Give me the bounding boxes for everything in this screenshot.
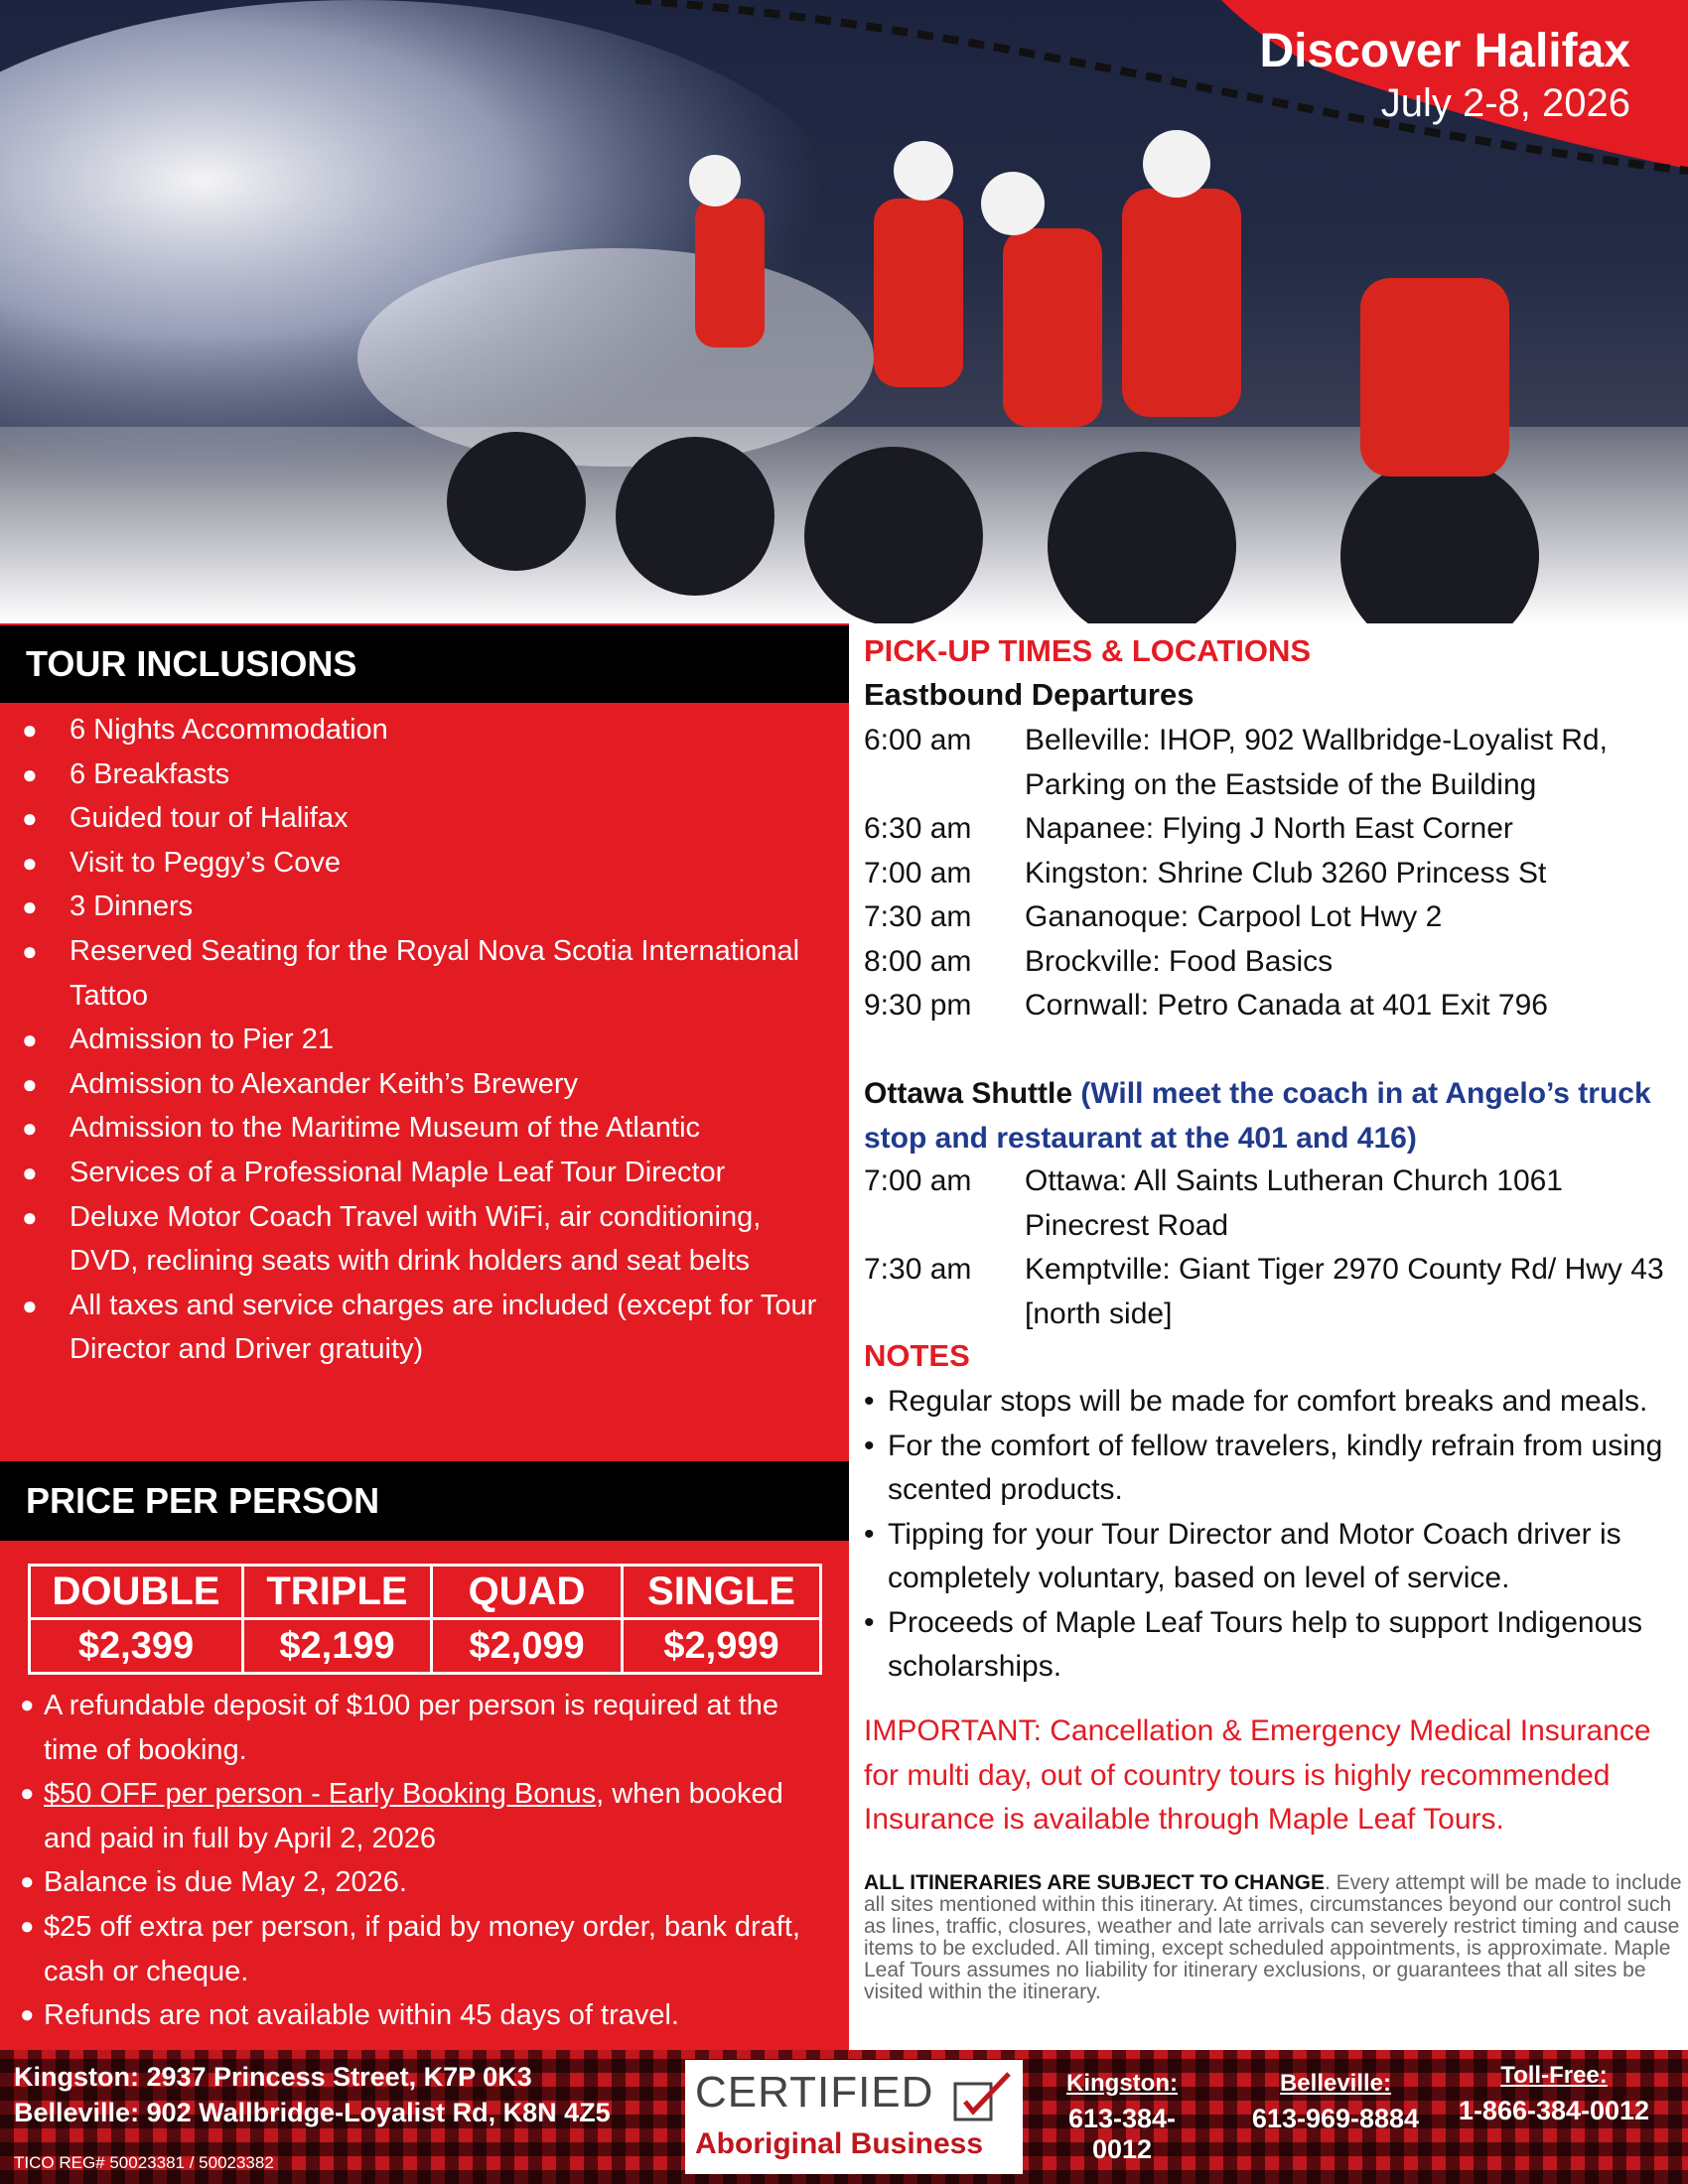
list-item: ● Reserved Seating for the Royal Nova Scotia International Tattoo (22, 934, 800, 1012)
list-item: • Regular stops will be made for comfort breaks and meals. (864, 1385, 1648, 1418)
schedule-row: 7:00 am Kingston: Shrine Club 3260 Princess St (864, 856, 1547, 889)
tollfree-phone-block: Toll-Free: 1-866-384-0012 (1445, 2062, 1663, 2126)
tollfree-phone[interactable]: 1-866-384-0012 (1458, 2096, 1650, 2125)
schedule-row: 9:30 pm Cornwall: Petro Canada at 401 Exit 796 (864, 989, 1548, 1022)
list-item: ● Visit to Peggy’s Cove (22, 846, 341, 879)
list-item: ● Refunds are not available within 45 days of travel. (20, 1999, 679, 2032)
kingston-phone[interactable]: 613-384-0012 (1067, 2104, 1177, 2164)
belleville-address: Belleville: 902 Wallbridge-Loyalist Rd, K8N 4Z5 (14, 2098, 611, 2127)
list-item: ● Guided tour of Halifax (22, 802, 349, 835)
important-notice: IMPORTANT: Cancellation & Emergency Medical Insurance for multi day, out of country tours is highly recommended Insurance is available through Maple Leaf Tours. (864, 1714, 1651, 1836)
banner (1259, 24, 1630, 127)
inclusions-heading: TOUR INCLUSIONS (0, 625, 849, 703)
eastbound-schedule (864, 719, 1688, 1028)
early-bonus-link: $50 OFF per person - Early Booking Bonus (44, 1778, 597, 1811)
price-notes (0, 1684, 849, 2038)
shuttle-schedule (864, 1160, 1688, 1336)
hero-photo (0, 0, 1688, 623)
belleville-phone[interactable]: 613-969-8884 (1251, 2104, 1420, 2133)
schedule-row: 6:30 am Napanee: Flying J North East Corner (864, 812, 1513, 845)
list-item: ● Services of a Professional Maple Leaf Tour Director (22, 1156, 726, 1188)
list-item: ● Balance is due May 2, 2026. (20, 1866, 407, 1899)
schedule-row: 7:30 am Gananoque: Carpool Lot Hwy 2 (864, 900, 1443, 933)
list-item: ● A refundable deposit of $100 per person is required at the time of booking. (20, 1690, 779, 1766)
schedule-row: 7:30 am Kemptville: Giant Tiger 2970 County Rd/ Hwy 43 [north side] (864, 1253, 1664, 1330)
list-item: ● Admission to Pier 21 (22, 1024, 334, 1056)
kingston-address: Kingston: 2937 Princess Street, K7P 0K3 (14, 2062, 532, 2092)
list-item: ● 6 Nights Accommodation (22, 714, 388, 746)
schedule-row: 8:00 am Brockville: Food Basics (864, 944, 1334, 978)
list-item: ● Admission to Alexander Keith’s Brewery (22, 1067, 579, 1100)
notes-heading: NOTES (864, 1338, 970, 1373)
price-header-single: SINGLE (624, 1567, 819, 1620)
banner-title: Discover Halifax (1259, 25, 1630, 77)
schedule-row: 7:00 am Ottawa: All Saints Lutheran Church 1061 Pinecrest Road (864, 1164, 1563, 1242)
list-item: ● $25 off extra per person, if paid by money order, bank draft, cash or cheque. (20, 1910, 800, 1987)
pickup-heading: PICK-UP TIMES & LOCATIONS (864, 633, 1312, 668)
cert-title: CERTIFIED (695, 2068, 934, 2116)
eastbound-heading: Eastbound Departures (864, 677, 1195, 712)
list-item: ● 6 Breakfasts (22, 757, 230, 790)
cert-subtitle: Aboriginal Business (695, 2127, 984, 2160)
price-header-quad: QUAD (433, 1567, 624, 1620)
certified-badge (685, 2060, 1023, 2174)
list-item: • For the comfort of fellow travelers, kindly refrain from using scented products. (864, 1429, 1663, 1506)
list-item: ● All taxes and service charges are included (except for Tour Director and Driver gratuity) (22, 1289, 817, 1366)
list-item: • Proceeds of Maple Leaf Tours help to support Indigenous scholarships. (864, 1605, 1642, 1683)
price-heading: PRICE PER PERSON (0, 1461, 849, 1541)
list-item: ● $50 OFF per person - Early Booking Bonus, when booked and paid in full by April 2, 2026 (20, 1778, 783, 1854)
footer (0, 2050, 1688, 2184)
price-header-double: DOUBLE (31, 1567, 244, 1620)
left-panel (0, 623, 849, 2050)
disclaimer: ALL ITINERARIES ARE SUBJECT TO CHANGE. Every attempt will be made to include all sites mentioned within this itinerary. At times, circumstances beyond our control such as lines, traffic, closures, weather and late arrivals can severely restrict timing and cause items to be excluded. All timing, except scheduled appointments, is approximate. Maple Leaf Tours assumes no liability for itinerary exclusions, or guarantees that all sites be visited within the itinerary. (864, 1871, 1682, 2003)
price-header-triple: TRIPLE (244, 1567, 433, 1620)
list-item: ● Admission to the Maritime Museum of the Atlantic (22, 1112, 701, 1145)
schedule-row: 6:00 am Belleville: IHOP, 902 Wallbridge-Loyalist Rd, Parking on the Eastside of the Building (864, 724, 1608, 801)
list-item: ● Deluxe Motor Coach Travel with WiFi, air conditioning, DVD, reclining seats with drink holders and seat belts (22, 1200, 762, 1278)
list-item: ● 3 Dinners (22, 890, 194, 923)
price-double: $2,399 (31, 1620, 244, 1672)
price-triple: $2,199 (244, 1620, 433, 1672)
list-item: • Tipping for your Tour Director and Motor Coach driver is completely voluntary, based on level of service. (864, 1517, 1621, 1594)
feather-check-icon (951, 2070, 1011, 2124)
right-panel (864, 623, 1688, 2050)
inclusions-list (0, 708, 849, 1372)
price-single: $2,999 (663, 1624, 779, 1667)
notes-list (864, 1380, 1688, 1690)
banner-dates: July 2-8, 2026 (1380, 81, 1630, 125)
price-quad: $2,099 (433, 1620, 624, 1672)
kingston-phone-block: Kingston: 613-384-0012 (1043, 2070, 1201, 2165)
shuttle-heading: Ottawa Shuttle (Will meet the coach in at Angelo’s truck stop and restaurant at the 401 and 416) (864, 1077, 1651, 1155)
belleville-phone-block: Belleville: 613-969-8884 (1241, 2070, 1430, 2134)
tico-registration: TICO REG# 50023381 / 50023382 (14, 2153, 274, 2172)
price-table (28, 1564, 822, 1675)
